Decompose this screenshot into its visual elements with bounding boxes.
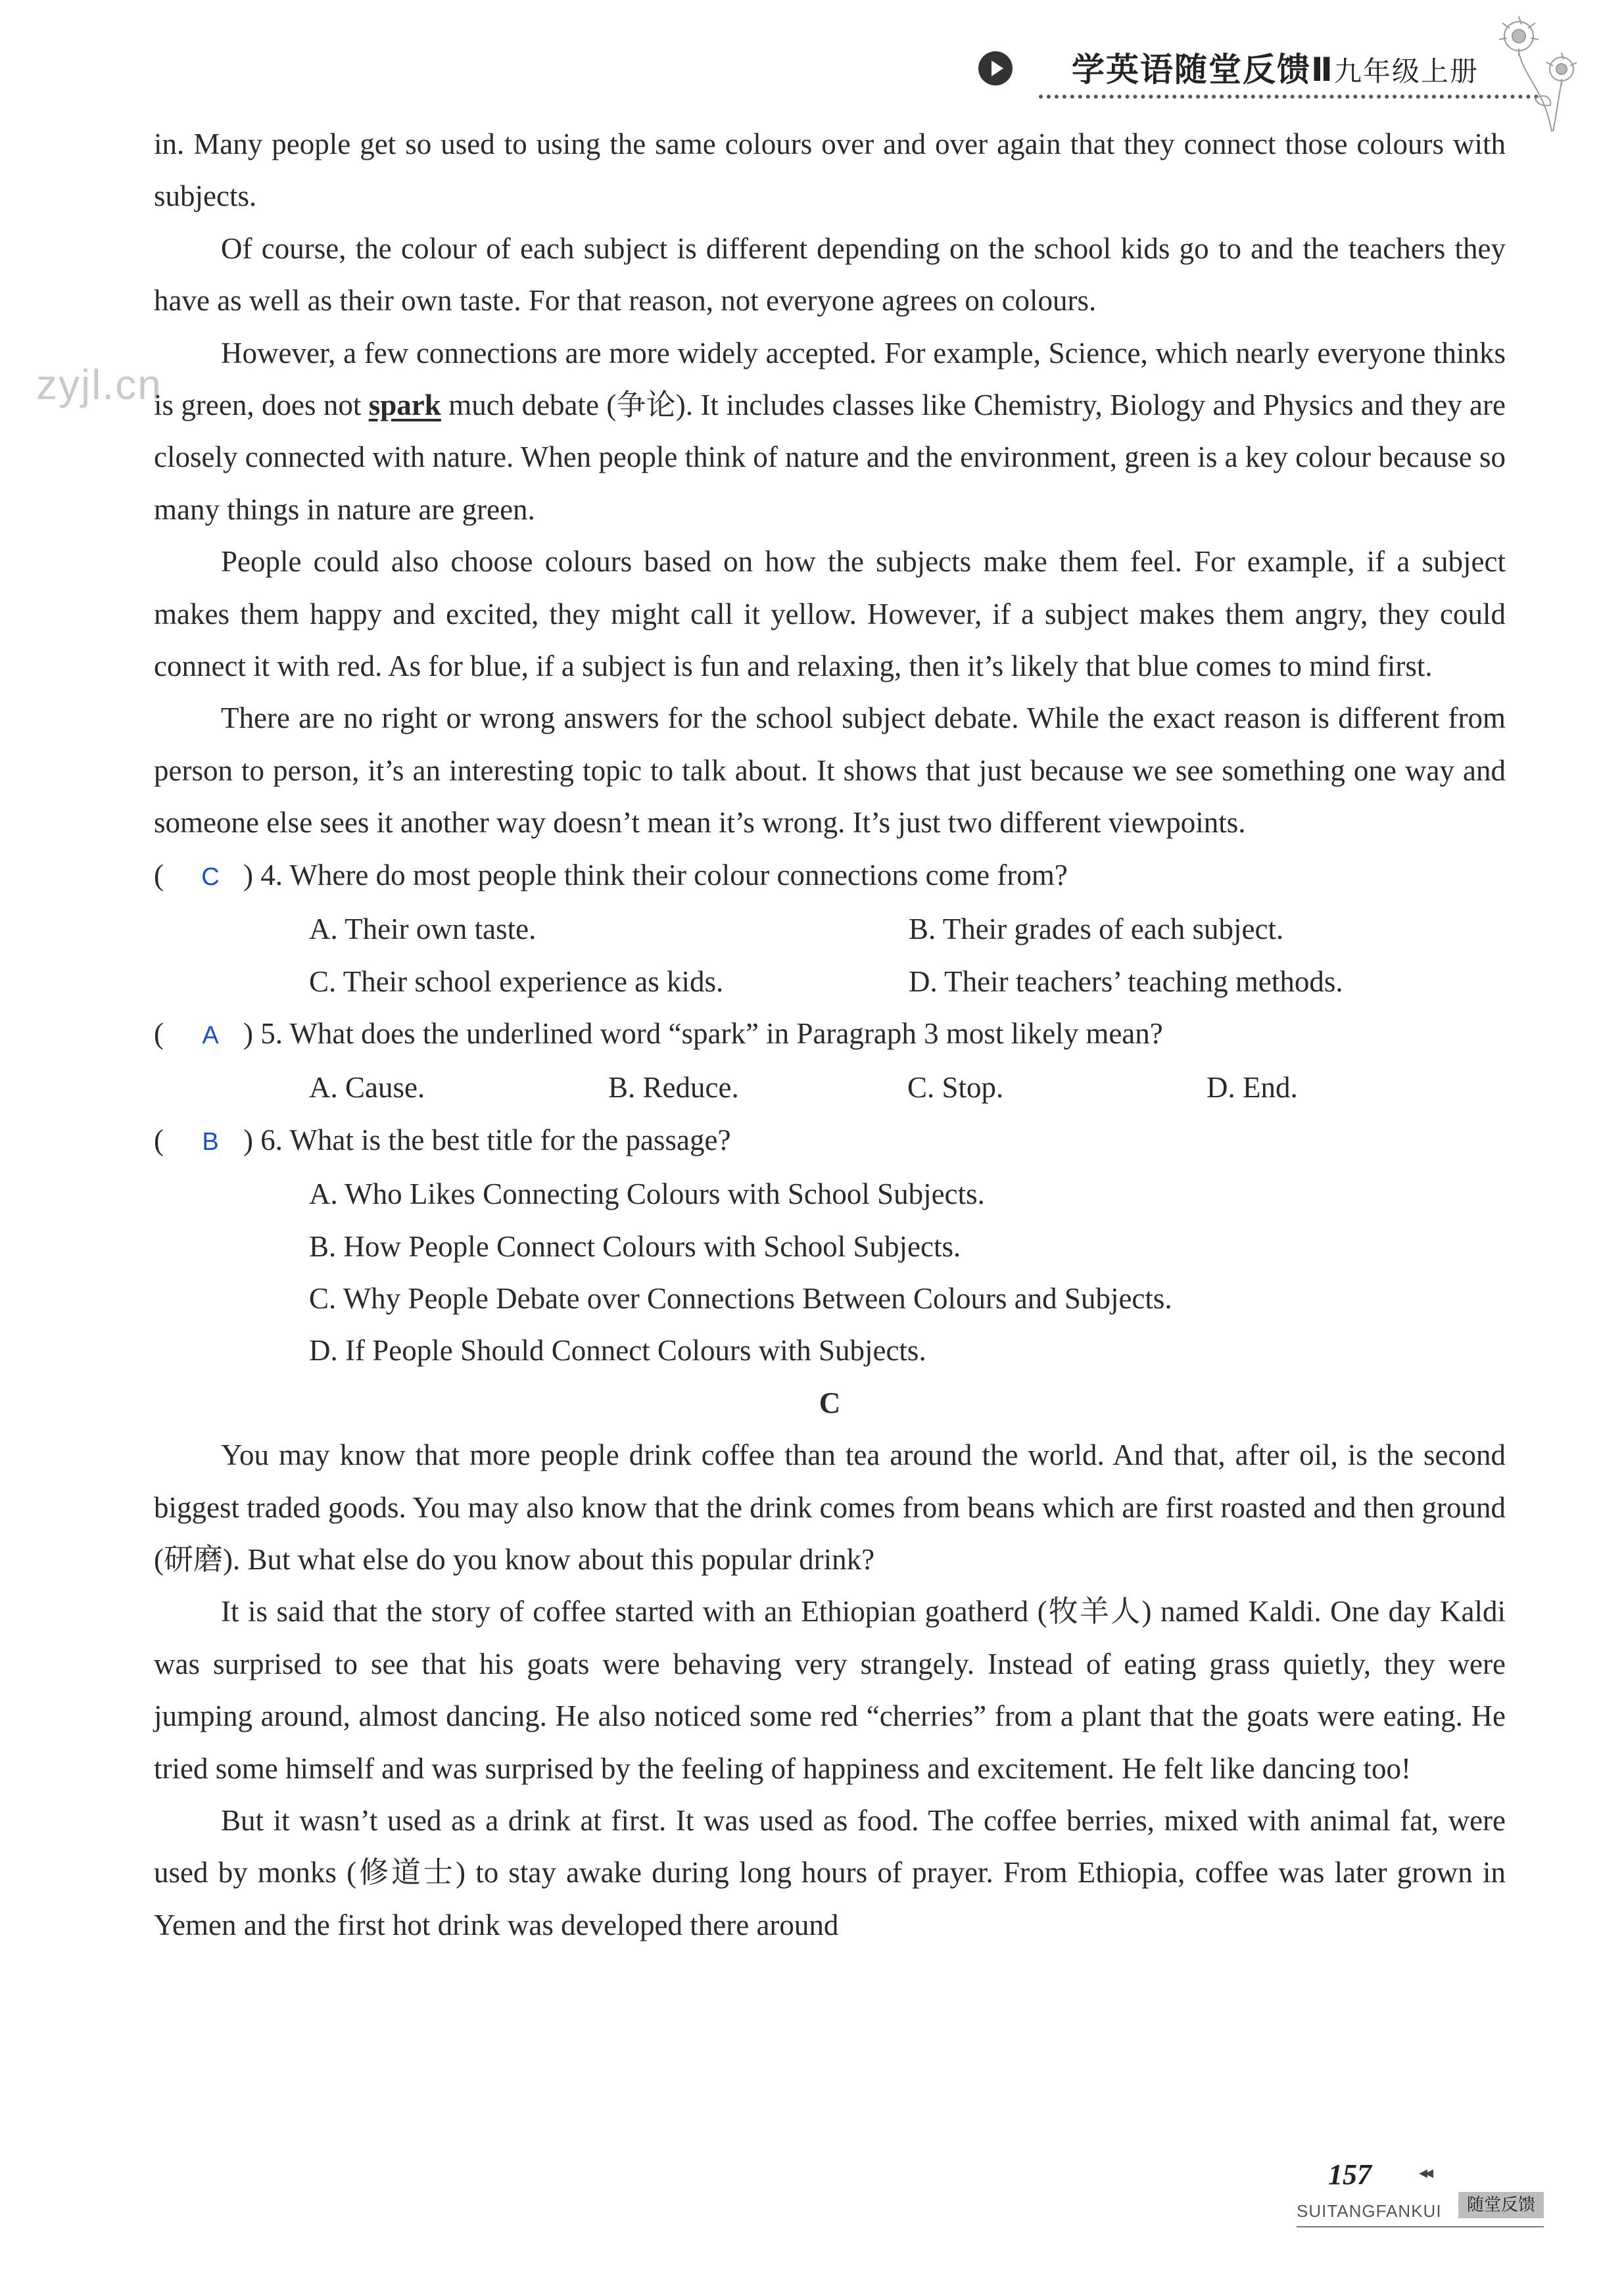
passage-b-paragraph-4: There are no right or wrong answers for the school subject debate. While the exact reason is different from person to person, it’s an interesting topic to talk about. It shows that just because we see something one way and someone else sees it another way doesn’t mean it’s wrong. It’s just two different viewpoints. — [154, 701, 1506, 840]
passage-c-paragraph-2: It is said that the story of coffee started with an Ethiopian goatherd (牧羊人) named Kaldi. One day Kaldi was surprised to see that his goats were behaving very strangely. Instead of eating grass quietly, they were jumping around, almost dancing. He also noticed some red “cherries” from a plant that the goats were eating. He tried some himself and was surprised by the feeling of happiness and excitement. He felt like dancing too! — [154, 1595, 1506, 1785]
paragraph-2-text-after: much debate (争论). It includes classes like Chemistry, Biology and Physics and they are closely connected with nature. When people think of nature and the environment, green is a key colour because so many things in nature are green. — [154, 389, 1506, 526]
question-4-option-a: A. Their own taste. — [309, 913, 537, 946]
answer-6: B — [202, 1128, 219, 1156]
question-4-options-row-2 — [154, 956, 1506, 1008]
watermark: zyjl.cn — [36, 361, 162, 408]
paragraph-2-text-before: However, a few connections are more widely accepted. For example, Science, which nearly everyone thinks is green, does not — [154, 336, 1506, 422]
question-4-option-c: C. Their school experience as kids. — [309, 964, 724, 998]
answer-5: A — [202, 1021, 219, 1049]
question-4-option-b: B. Their grades of each subject. — [909, 913, 1284, 946]
footer-brand: SUITANGFANKUI — [1297, 2201, 1442, 2221]
question-4-option-d: D. Their teachers’ teaching methods. — [909, 964, 1343, 998]
question-6 — [154, 1114, 1506, 1168]
answer-bracket: ( — [154, 858, 164, 891]
question-5-stem: ) 5. What does the underlined word “spark” in Paragraph 3 most likely mean? — [243, 1016, 1163, 1050]
play-icon — [978, 51, 1013, 85]
header-dotted-line — [1039, 95, 1539, 99]
question-4-stem: ) 4. Where do most people think their colour connections come from? — [243, 858, 1068, 891]
question-5-option-c: C. Stop. — [907, 1071, 1004, 1105]
passage-b-paragraph-0: in. Many people get so used to using the same colours over and over again that they connect those colours with subjects. — [154, 128, 1506, 213]
question-6-option-a: A. Who Likes Connecting Colours with School Subjects. — [309, 1177, 985, 1211]
question-5-options — [154, 1062, 1506, 1114]
question-5 — [154, 1008, 1506, 1062]
page-number: 157 — [1328, 2158, 1372, 2191]
section-c-label: C — [819, 1386, 841, 1419]
question-6-option-c: C. Why People Debate over Connections Between Colours and Subjects. — [309, 1281, 1172, 1315]
book-subtitle: 九年级上册 — [1333, 55, 1479, 87]
passage-c-paragraph-3: But it wasn’t used as a drink at first. It was used as food. The coffee berries, mixed with animal fat, were used by monks (修道士) to stay awake during long hours of prayer. From Ethiopia, coffee was later grown in Yemen and the first hot drink was developed there around — [154, 1804, 1506, 1941]
question-6-option-b: B. How People Connect Colours with School Subjects. — [309, 1229, 961, 1263]
passage-b-paragraph-3: People could also choose colours based on how the subjects make them feel. For example, if a subject makes them happy and excited, they might call it yellow. However, if a subject makes them angry, they could connect it with red. As for blue, if a subject is fun and relaxing, then it’s likely that blue comes to mind first. — [154, 545, 1506, 683]
answer-bracket: ( — [154, 1016, 164, 1050]
footer-badge: 随堂反馈 — [1458, 2192, 1544, 2218]
double-arrow-icon: ◂◂ — [1419, 2163, 1431, 2182]
passage-b-paragraph-1: Of course, the colour of each subject is different depending on the school kids go to and the teachers they have as well as their own taste. For that reason, not everyone agrees on colours. — [154, 231, 1506, 318]
question-5-option-a: A. Cause. — [309, 1071, 425, 1105]
question-4 — [154, 849, 1506, 903]
underlined-word-spark: spark — [368, 389, 441, 422]
answer-4: C — [201, 863, 220, 891]
page-content — [154, 118, 1506, 1951]
footer-divider — [1297, 2226, 1544, 2227]
passage-c-paragraph-1: You may know that more people drink coffee than tea around the world. And that, after oil, is the second biggest traded goods. You may also know that the drink comes from beans which are first roasted and then ground (研磨). But what else do you know about this popular drink? — [154, 1438, 1506, 1576]
question-4-options-row-1 — [154, 903, 1506, 955]
book-title-text: 学英语随堂反馈Ⅱ — [1072, 51, 1334, 89]
page-header — [973, 41, 1539, 100]
question-6-option-d: D. If People Should Connect Colours with Subjects. — [309, 1334, 926, 1367]
question-5-option-b: B. Reduce. — [608, 1071, 739, 1105]
question-6-stem: ) 6. What is the best title for the passage? — [243, 1123, 731, 1156]
passage-b-paragraph-2 — [154, 327, 1506, 536]
answer-bracket: ( — [154, 1123, 164, 1156]
book-title — [1072, 43, 1479, 91]
question-5-option-d: D. End. — [1206, 1071, 1298, 1105]
